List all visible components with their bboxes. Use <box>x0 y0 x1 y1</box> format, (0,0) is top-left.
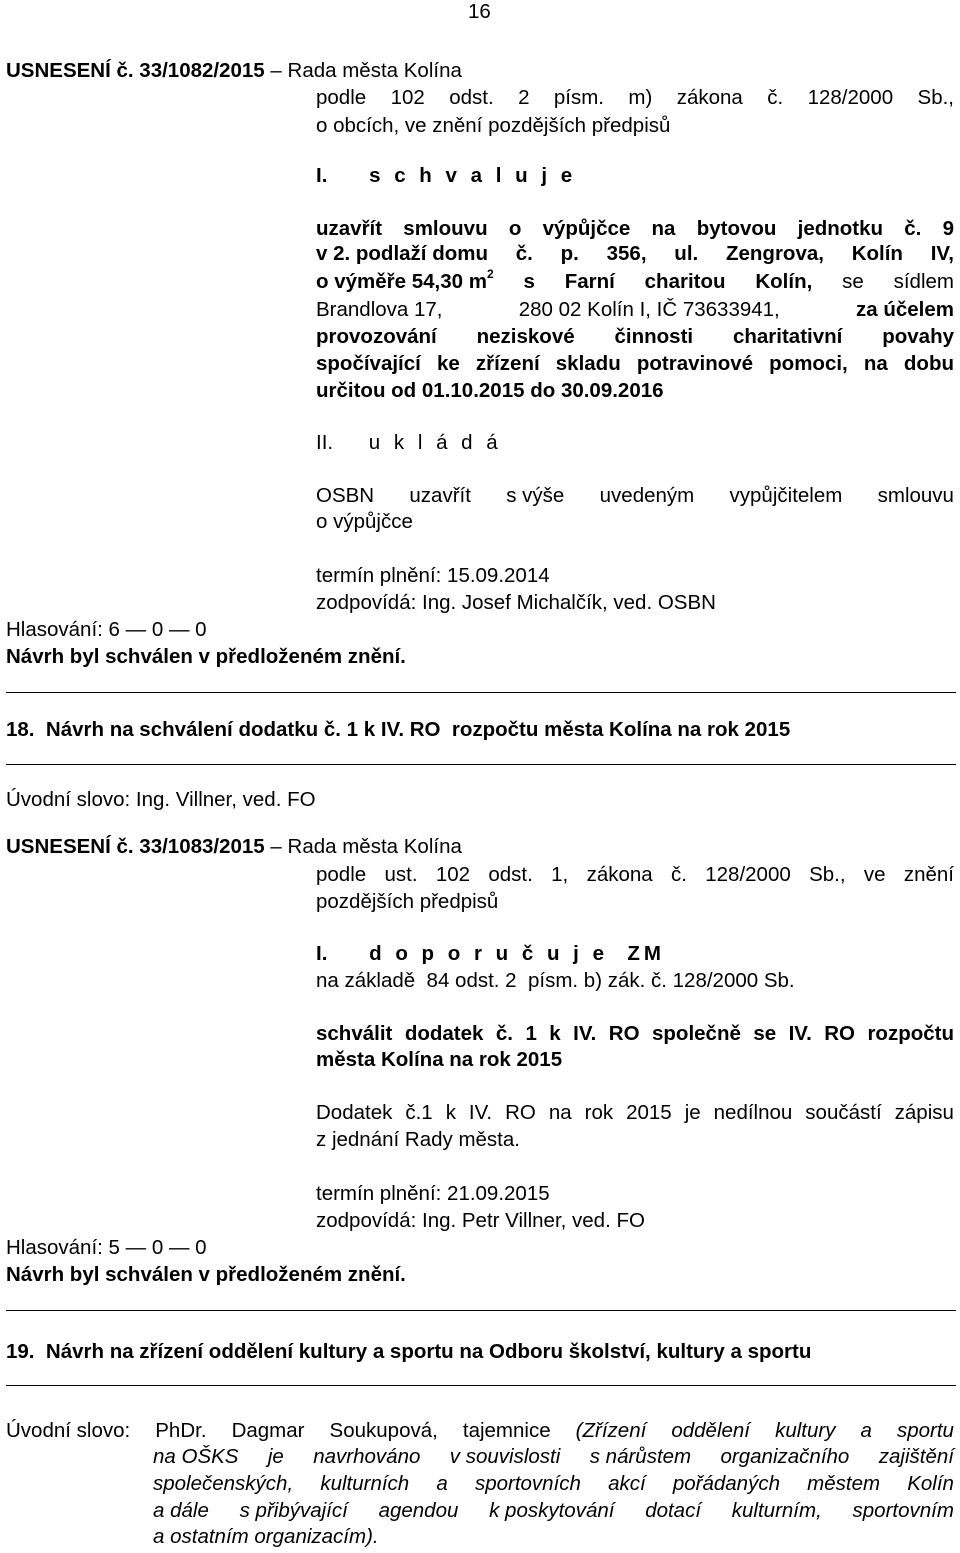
word: Zengrova, <box>725 242 824 265</box>
word: součástí <box>805 1101 882 1124</box>
word: č. <box>904 217 922 240</box>
resolution-1-result: Návrh byl schválen v předloženém znění. <box>6 645 406 668</box>
word: 9 <box>942 217 954 240</box>
word: 1, <box>551 863 569 886</box>
word: RO <box>608 1022 640 1045</box>
item-19-intro-line-5: a ostatním organizacím). <box>153 1525 379 1548</box>
resolution-1-text-line-2 <box>316 244 954 265</box>
superscript: 2 <box>486 267 494 282</box>
word: uzavřít <box>316 217 383 240</box>
word: se <box>753 1022 777 1045</box>
resolution-2-approve-line-2: města Kolína na rok 2015 <box>316 1048 563 1071</box>
word: sportu <box>896 1419 954 1442</box>
word: odst. <box>488 863 533 886</box>
divider <box>6 764 956 765</box>
word: výpůjčce <box>542 217 631 240</box>
resolution-2-addendum-line-1 <box>316 1103 954 1124</box>
word: k poskytování <box>489 1499 615 1522</box>
word: bytovou <box>696 217 777 240</box>
word: uvedeným <box>599 484 695 507</box>
word: podle <box>316 86 367 109</box>
word: k <box>549 1022 561 1045</box>
resolution-1-title: USNESENÍ č. 33/1082/2015 <box>6 59 265 82</box>
word: kultury <box>775 1419 836 1442</box>
word: Kolín <box>851 242 903 265</box>
resolution-1-text-line-4 <box>316 300 954 321</box>
section-number: I. <box>316 164 328 187</box>
word: na <box>651 217 676 240</box>
resolution-1-text-line-6 <box>316 354 954 375</box>
word: Brandlova 17, <box>316 298 443 321</box>
word: zřízení <box>475 352 540 375</box>
resolution-1-vote: Hlasování: 6 — 0 — 0 <box>6 618 207 641</box>
word: č.1 <box>405 1101 433 1124</box>
word: RO <box>824 1022 855 1045</box>
word: vypůjčitelem <box>729 484 843 507</box>
word: PhDr. <box>155 1419 207 1442</box>
section-number: I. <box>316 942 328 965</box>
resolution-1-section-2 <box>316 433 502 454</box>
word: znění <box>903 863 954 886</box>
word: s <box>523 270 535 293</box>
resolution-2-law-line-2: pozdějších předpisů <box>316 890 499 913</box>
word: IV. <box>573 1022 597 1045</box>
word: Sb., <box>809 863 846 886</box>
word: m) <box>628 86 653 109</box>
resolution-1-section-1 <box>316 166 576 187</box>
word: sportovním <box>852 1499 954 1522</box>
resolution-2-body: Rada města Kolína <box>287 835 462 858</box>
word: charitativní <box>732 325 843 348</box>
word: Farní <box>564 270 615 293</box>
word: sídlem <box>893 270 954 293</box>
word: s nárůstem <box>589 1445 692 1468</box>
word: skladu <box>555 352 621 375</box>
word: dodatek <box>404 1022 484 1045</box>
word: a <box>436 1472 448 1495</box>
divider <box>6 1385 956 1386</box>
word: Sb., <box>917 86 954 109</box>
resolution-1-header: USNESENÍ č. 33/1082/2015 – Rada města Kolína <box>6 59 462 82</box>
resolution-1-task-line-2: o výpůjčce <box>316 510 413 533</box>
word: povahy <box>882 325 954 348</box>
resolution-1-text-line-1 <box>316 219 954 240</box>
word: společně <box>652 1022 741 1045</box>
word: (Zřízení <box>575 1419 647 1442</box>
word: Kolín <box>907 1472 954 1495</box>
item-19-intro-line-4 <box>153 1501 954 1522</box>
word: ul. <box>674 242 699 265</box>
word: IV. <box>788 1022 812 1045</box>
word: rok <box>584 1101 614 1124</box>
word: za účelem <box>856 298 954 321</box>
resolution-1-deadline: termín plnění: 15.09.2014 <box>316 564 550 587</box>
word: potravinové <box>636 352 754 375</box>
intro-label: Úvodní slovo: <box>6 1419 131 1442</box>
resolution-2-law-line-1 <box>316 865 954 886</box>
word: dotací <box>645 1499 702 1522</box>
word: písm. <box>553 86 604 109</box>
word: ust. <box>384 863 418 886</box>
word: IV. <box>468 1101 493 1124</box>
resolution-2-basis: na základě 84 odst. 2 písm. b) zák. č. 128/2000 Sb. <box>316 969 795 992</box>
word: OSBN <box>316 484 375 507</box>
word: 1 <box>525 1022 537 1045</box>
word: společenských, <box>153 1472 294 1495</box>
word: s přibývající <box>239 1499 348 1522</box>
section-number: II. <box>316 431 334 454</box>
word: dobu <box>903 352 954 375</box>
resolution-1-law-line-1 <box>316 88 954 109</box>
word: RO <box>505 1101 536 1124</box>
word: č. <box>767 86 784 109</box>
word: Dagmar <box>231 1419 305 1442</box>
word: smlouvu <box>403 217 488 240</box>
word: zákona <box>586 863 653 886</box>
word: spočívající <box>316 352 421 375</box>
word: na OŠKS <box>153 1445 239 1468</box>
word: navrhováno <box>313 1445 421 1468</box>
word: zápisu <box>894 1101 954 1124</box>
divider <box>6 692 956 693</box>
word: ve <box>863 863 886 886</box>
resolution-2-vote: Hlasování: 5 — 0 — 0 <box>6 1236 207 1259</box>
word: uzavřít <box>409 484 471 507</box>
word: podle <box>316 863 367 886</box>
word: a dále <box>153 1499 209 1522</box>
word: pořádaných <box>672 1472 780 1495</box>
word: odst. <box>449 86 494 109</box>
resolution-2-approve-line-1 <box>316 1024 954 1045</box>
item-18-intro: Úvodní slovo: Ing. Villner, ved. FO <box>6 788 316 811</box>
word: Dodatek <box>316 1101 393 1124</box>
word: kulturním, <box>731 1499 822 1522</box>
word: je <box>684 1101 701 1124</box>
word: jednotku <box>797 217 884 240</box>
section-verb: u k l á d á <box>368 431 502 454</box>
word: č. <box>515 242 533 265</box>
word: 356, <box>606 242 647 265</box>
word: kulturních <box>320 1472 410 1495</box>
word: o <box>508 217 522 240</box>
word: charitou <box>644 270 726 293</box>
word: organizačního <box>720 1445 850 1468</box>
resolution-1-responsible: zodpovídá: Ing. Josef Michalčík, ved. OSBN <box>316 591 716 614</box>
word: 128/2000 <box>807 86 894 109</box>
word: tajemnice <box>462 1419 551 1442</box>
divider <box>6 1310 956 1311</box>
word: na <box>863 352 888 375</box>
word: 280 02 Kolín I, IČ 73633941, <box>518 298 780 321</box>
section-verb: s c h v a l u j e <box>369 164 577 187</box>
word: č. <box>670 863 687 886</box>
resolution-1-body: Rada města Kolína <box>287 59 462 82</box>
word: v souvislosti <box>449 1445 561 1468</box>
resolution-1-text-line-3 <box>316 267 954 293</box>
resolution-2-title: USNESENÍ č. 33/1083/2015 <box>6 835 265 858</box>
word: zajištění <box>878 1445 954 1468</box>
word: 2015 <box>626 1101 672 1124</box>
word: je <box>267 1445 284 1468</box>
word: IV, <box>930 242 954 265</box>
word: Kolín, <box>755 270 813 293</box>
word: činnosti <box>614 325 694 348</box>
resolution-2-responsible: zodpovídá: Ing. Petr Villner, ved. FO <box>316 1209 645 1232</box>
word: v 2. podlaží domu <box>316 242 488 265</box>
word: sportovních <box>474 1472 581 1495</box>
word: schválit <box>316 1022 393 1045</box>
resolution-2-addendum-line-2: z jednání Rady města. <box>316 1128 520 1151</box>
word: 102 <box>390 86 425 109</box>
resolution-1-law-line-2: o obcích, ve znění pozdějších předpisů <box>316 114 671 137</box>
area-text: o výměře 54,30 m <box>316 270 487 293</box>
resolution-1-text-line-7: určitou od 01.10.2015 do 30.09.2016 <box>316 379 664 402</box>
word: 102 <box>435 863 471 886</box>
item-18-heading: 18. Návrh na schválení dodatku č. 1 k IV. RO rozpočtu města Kolína na rok 2015 <box>6 718 791 741</box>
word: neziskové <box>476 325 575 348</box>
word: rozpočtu <box>867 1022 954 1045</box>
item-19-intro-line-2 <box>153 1447 954 1468</box>
word: oddělení <box>671 1419 751 1442</box>
word: Soukupová, <box>329 1419 438 1442</box>
resolution-1-text-line-5 <box>316 327 954 348</box>
word: k <box>445 1101 456 1124</box>
item-19-intro-line-1 <box>6 1421 954 1442</box>
word: 128/2000 <box>705 863 791 886</box>
word: na <box>548 1101 572 1124</box>
word: p. <box>560 242 579 265</box>
item-19-intro-line-3 <box>153 1474 954 1495</box>
resolution-2-deadline: termín plnění: 21.09.2015 <box>316 1182 550 1205</box>
resolution-1-task-line-1 <box>316 486 954 507</box>
word: ke <box>436 352 460 375</box>
resolution-2-section-1 <box>316 944 665 965</box>
word: pomoci, <box>769 352 848 375</box>
word: s výše <box>506 484 565 507</box>
word: městem <box>807 1472 881 1495</box>
word: provozování <box>316 325 437 348</box>
resolution-2-header: USNESENÍ č. 33/1083/2015 – Rada města Kolína <box>6 835 462 858</box>
word: agendou <box>378 1499 459 1522</box>
word: a <box>860 1419 872 1442</box>
word: zákona <box>676 86 743 109</box>
word: se <box>842 270 864 293</box>
section-verb: d o p o r u č u j e ZM <box>369 942 665 965</box>
word: 2 <box>518 86 530 109</box>
page-number: 16 <box>468 0 491 23</box>
word: nedílnou <box>713 1101 793 1124</box>
item-19-heading: 19. Návrh na zřízení oddělení kultury a sportu na Odboru školství, kultury a sportu <box>6 1340 812 1363</box>
word: smlouvu <box>877 484 954 507</box>
word: č. <box>495 1022 513 1045</box>
word: akcí <box>608 1472 646 1495</box>
resolution-2-result: Návrh byl schválen v předloženém znění. <box>6 1263 406 1286</box>
